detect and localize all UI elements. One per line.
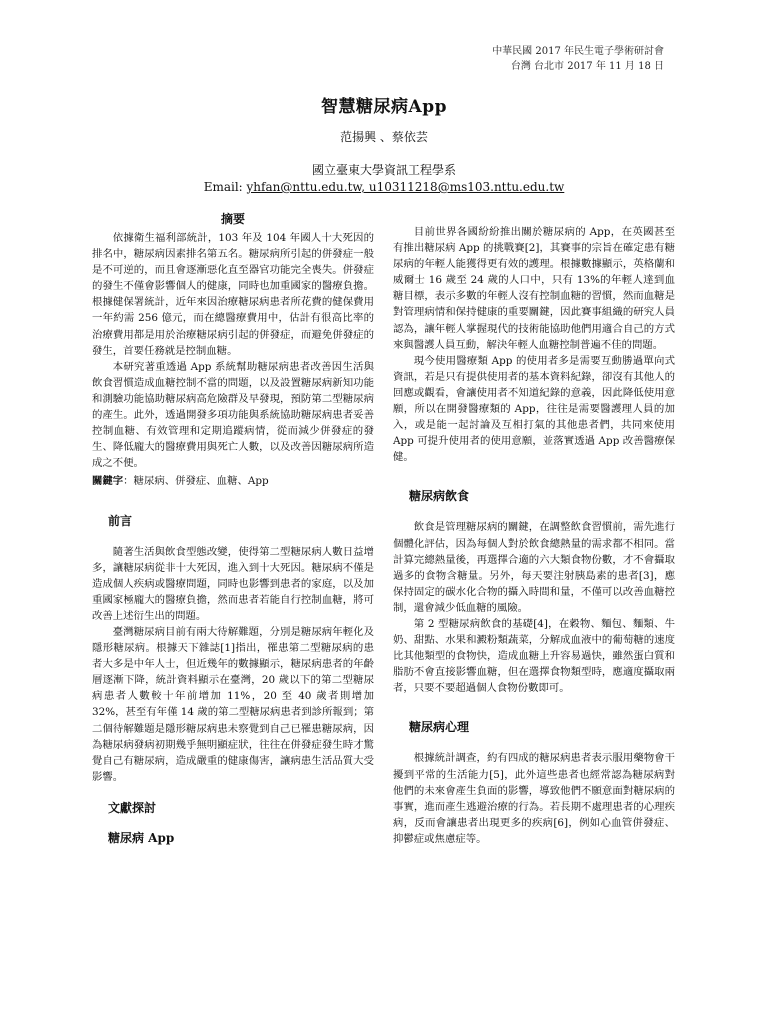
paper-title: 智慧糖尿病App bbox=[321, 97, 447, 117]
app-paragraph: 目前世界各國紛紛推出關於糖尿病的 App，在英國甚至有推出糖尿病 App 的挑戰賽[2]，其賽事的宗旨在確定患有糖尿病的年輕人能獲得更有效的護理。根據數據顯示，英格蘭和威爾士 16 歲至 24 歲的人口中，只有 13%的年輕人達到血糖目標，表示多數的年輕人沒有控制血糖的習慣，然而血糖是對管理病情和保持健康的重要關鍵，因此賽事組織的研究人員認為，讓年輕人掌握現代的技術能協助他們用適合自己的方式來與醫護人員互動，解決年輕人血糖控制普遍不佳的問題。 bbox=[393, 226, 675, 351]
lit-review-heading: 文獻探討 bbox=[108, 800, 157, 815]
diet-heading: 糖尿病飲食 bbox=[409, 489, 470, 504]
app-paragraph: 現今使用醫療類 App 的使用者多是需要互動勝過單向式資訊，若是只有提供使用者的基本資料紀錄，卻沒有其他人的回應或觀看，會讓使用者不知道紀錄的意義，因此降低使用意願，所以在開發醫療類的 App，往往是需要醫護理人員的加入，或是能一起討論及互相打氣的其他患者們，共同來使用 App 可提升使用者的使用意願，並落實透過 App 改善醫療保健。 bbox=[393, 354, 675, 464]
left-column bbox=[92, 210, 374, 849]
keywords-line bbox=[92, 473, 374, 489]
conference-location-date: 台灣 台北市 2017 年 11 月 18 日 bbox=[510, 61, 664, 72]
abstract-paragraph: 本研究著重透過 App 系統幫助糖尿病患者改善因生活與飲食習慣造成血糖控制不當的問題，以及設置糖尿病新知功能和測驗功能協助糖尿病高危險群及早發現，預防第二型糖尿病的產生。此外，透過開發多項功能與系統協助糖尿病患者妥善控制血糖、有效管理和定期追蹤病情，從而減少併發症的發生、降低龐大的醫療費用與死亡人數，以及改善因糖尿病所造成之不便。 bbox=[92, 360, 374, 470]
email-label: Email: bbox=[203, 180, 247, 194]
conference-name: 中華民國 2017 年民生電子學術研討會 bbox=[492, 46, 664, 57]
diet-paragraph: 飲食是管理糖尿病的關鍵，在調整飲食習慣前，需先進行個體化評估，因為每個人對於飲食總熱量的需求都不相同。當計算完總熱量後，再選擇合適的六大類食物份數，才不會攝取過多的食物含糖量。另外，每天要注射胰島素的患者[3]，應保持固定的碳水化合物的攝入時間和量，不僅可以改善血糖控制，還會減少低血糖的風險。 bbox=[393, 521, 675, 614]
paper-authors: 范揚興 、蔡依芸 bbox=[340, 130, 428, 144]
affiliation: 國立臺東大學資訊工程學系 bbox=[311, 163, 456, 177]
app-section-heading: 糖尿病 App bbox=[108, 830, 175, 845]
right-column bbox=[393, 224, 675, 847]
keywords-label: 關鍵字 bbox=[92, 475, 124, 488]
psych-heading: 糖尿病心理 bbox=[409, 720, 470, 735]
diet-paragraph: 第 2 型糖尿病飲食的基礎[4]，在穀物、麵包、麵類、牛奶、甜點、水果和澱粉類蔬菜，分解成血液中的葡萄糖的速度比其他類型的食物快，造成血糖上升容易過快，雖然蛋白質和脂肪不會直接影響血糖，但在選擇食物類型時，應適度攝取兩者，只要不要超過個人食物份數即可。 bbox=[393, 617, 675, 695]
intro-paragraph: 臺灣糖尿病目前有兩大待解難題，分別是糖尿病年輕化及隱形糖尿病。根據天下雜誌[1]指出，罹患第二型糖尿病的患者大多是中年人士，但近幾年的數據顯示，糖尿病患者的年齡層逐漸下降，統計資料顯示在臺灣，20 歲以下的第二型糖尿病患者人數較十年前增加 11%，20 至 40 歲者則增加 32%，甚至有年僅 14 歲的第二型糖尿病患者到診所報到；第二個待解難題是隱形糖尿病患未察覺到自己已罹患糖尿病，因為糖尿病發病初期幾乎無明顯症狀，往往在併發症發生時才驚覺自己有糖尿病，造成嚴重的健康傷害，讓病患生活品質大受影響。 bbox=[92, 625, 374, 783]
abstract-heading: 摘要 bbox=[220, 212, 245, 226]
abstract-paragraph: 依據衛生福利部統計，103 年及 104 年國人十大死因的排名中，糖尿病因素排名第五名。糖尿病所引起的併發症一般是不可逆的，而且會逐漸惡化直至器官功能完全喪失。併發症的發生不僅會影響個人的健康，同時也加重國家的醫療負擔。根據健保署統計，近年來因治療糖尿病患者所花費的健保費用一年約需 256 億元，而在總醫療費用中，估計有很高比率的治療費用都是用於治療糖尿病引起的併發症，而避免併發症的發生，首要任務就是控制血糖。 bbox=[92, 232, 374, 357]
email-link[interactable]: yhfan@nttu.edu.tw, u10311218@ms103.nttu.edu.tw bbox=[246, 180, 565, 194]
psych-paragraph: 根據統計調查，約有四成的糖尿病患者表示服用藥物會干擾到平常的生活能力[5]，此外這些患者也經常認為糖尿病對他們的未來會產生負面的影響，導致他們不願意面對糖尿病的事實，進而產生逃避治療的行為。若長期不處理患者的心理疾病，反而會讓患者出現更多的疾病[6]，例如心血管併發症、抑鬱症或焦慮症等。 bbox=[393, 752, 675, 845]
conference-header bbox=[492, 44, 664, 74]
affiliation-block bbox=[0, 162, 768, 196]
keywords: ：糖尿病、併發症、血糖、App bbox=[123, 475, 269, 488]
intro-paragraph: 隨著生活與飲食型態改變，使得第二型糖尿病人數日益增多，讓糖尿病從非十大死因，進入到十大死因。糖尿病不僅是造成個人疾病或醫療問題，同時也影響到患者的家庭，以及加重國家極龐大的醫療負擔，然而患者若能自行控制血糖，將可改善上述衍生出的問題。 bbox=[92, 545, 374, 622]
intro-heading: 前言 bbox=[108, 513, 133, 528]
email-line bbox=[0, 179, 768, 196]
